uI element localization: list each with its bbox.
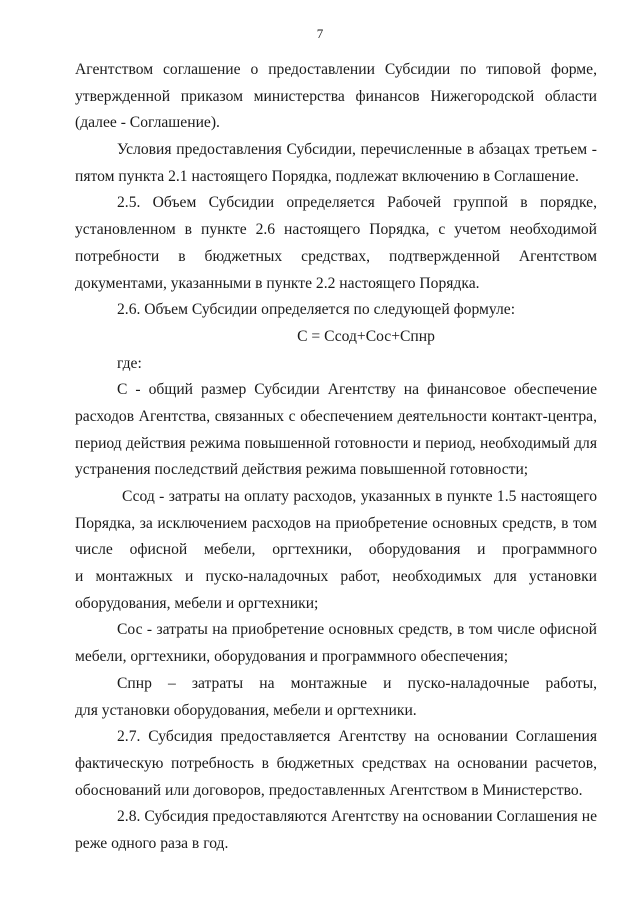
text-line: где:	[117, 354, 142, 372]
text-line: оборудования, мебели и оргтехники;	[75, 594, 319, 612]
text-line: С - общий размер Субсидии Агентству на финансовое обеспечение	[117, 381, 597, 399]
text-line: 2.6. Объем Субсидии определяется по следующей формуле:	[117, 301, 516, 319]
text-line: (далее - Соглашение).	[75, 114, 220, 132]
text-line: утвержденной приказом министерства финансов Нижегородской области	[75, 87, 597, 105]
text-line: 2.8. Субсидия предоставляются Агентству на основании Соглашения не	[117, 808, 597, 826]
text-line: установленном в пункте 2.6 настоящего Порядка, с учетом необходимой	[75, 221, 597, 239]
text-line: Условия предоставления Субсидии, перечисленные в абзацах третьем -	[117, 141, 597, 159]
text-line: Ссод - затраты на оплату расходов, указанных в пункте 1.5 настоящего	[122, 488, 597, 505]
text-line: документами, указанными в пункте 2.2 настоящего Порядка.	[75, 274, 480, 292]
text-line: числе офисной мебели, оргтехники, оборудования и программного	[75, 541, 597, 559]
document-body	[75, 57, 597, 858]
text-line: расходов Агентства, связанных с обеспечением деятельности контакт-центра,	[75, 407, 597, 425]
text-line: 2.7. Субсидия предоставляется Агентству на основании Соглашения	[117, 728, 597, 746]
text-line: для установки оборудования, мебели и оргтехники.	[75, 701, 417, 719]
text-line: обоснований или договоров, предоставленных Агентством в Министерство.	[75, 781, 583, 799]
text-line: устранения последствий действия режима повышенной готовности;	[75, 461, 529, 479]
text-line: пятом пункта 2.1 настоящего Порядка, подлежат включению в Соглашение.	[75, 167, 579, 185]
page-number: 7	[316, 26, 324, 41]
text-line: потребности в бюджетных средствах, подтвержденной Агентством	[75, 247, 597, 265]
text-line: мебели, оргтехники, оборудования и программного обеспечения;	[75, 648, 509, 666]
text-line: Агентством соглашение о предоставлении Субсидии по типовой форме,	[75, 61, 597, 78]
text-line: 2.5. Объем Субсидии определяется Рабочей группой в порядке,	[117, 194, 597, 212]
text-line: Спнр – затраты на монтажные и пуско-наладочные работы,	[117, 674, 597, 692]
text-line: Порядка, за исключением расходов на приобретение основных средств, в том	[75, 514, 597, 532]
text-line: Сос - затраты на приобретение основных средств, в том числе офисной	[117, 621, 597, 639]
text-line: и монтажных и пуско-наладочных работ, необходимых для установки	[75, 568, 597, 586]
formula-line: С = Ссод+Сос+Спнр	[297, 327, 435, 345]
text-line: реже одного раза в год.	[75, 834, 229, 852]
text-line: фактическую потребность в бюджетных средствах на основании расчетов,	[75, 754, 597, 772]
text-line: период действия режима повышенной готовности и период, необходимый для	[75, 434, 597, 452]
